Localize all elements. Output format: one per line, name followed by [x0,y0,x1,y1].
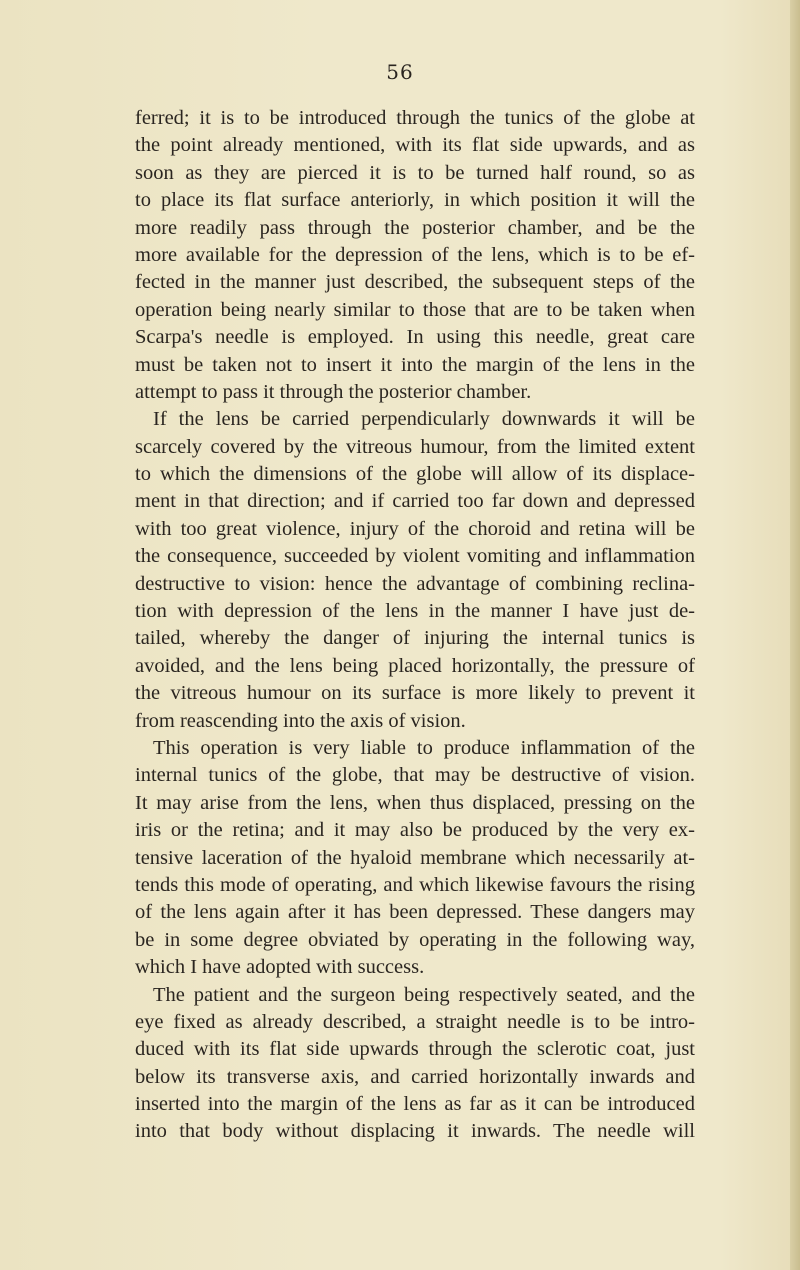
text-line: operation being nearly similar to those that are to be taken when [135,298,695,321]
text-line: the vitreous humour on its surface is more likely to prevent it [135,682,695,705]
text-line: tends this mode of operating, and which likewise favours the rising [135,873,695,896]
text-line: This operation is very liable to produce inflammation of the [153,736,695,759]
text-line: more readily pass through the posterior chamber, and be the [135,216,695,239]
text-line: internal tunics of the globe, that may be destructive of vision. [135,764,695,787]
text-line: more available for the depression of the lens, which is to be ef- [135,243,695,266]
text-line: ment in that direction; and if carried too far down and depressed [135,490,695,513]
text-line: fected in the manner just described, the subsequent steps of the [135,271,695,294]
text-line: Scarpa's needle is employed. In using this needle, great care [135,326,695,349]
text-line: tion with depression of the lens in the manner I have just de- [135,600,695,623]
text-line: eye fixed as already described, a straight needle is to be intro- [135,1010,695,1033]
text-line: be in some degree obviated by operating in the following way, [135,928,695,951]
text-line: into that body without displacing it inwards. The needle will [135,1120,695,1143]
text-line: destructive to vision: hence the advantage of combining reclina- [135,572,695,595]
body-text [135,105,695,1146]
text-line: ferred; it is to be introduced through the tunics of the globe at [135,107,695,129]
text-line: scarcely covered by the vitreous humour, from the limited extent [135,435,695,458]
text-line: iris or the retina; and it may also be produced by the very ex- [135,819,695,842]
text-line: avoided, and the lens being placed horizontally, the pressure of [135,654,695,677]
text-line: to place its flat surface anteriorly, in which position it will the [135,189,695,212]
text-line: the consequence, succeeded by violent vomiting and inflammation [135,545,695,568]
text-line: soon as they are pierced it is to be turned half round, so as [135,161,695,184]
text-line: The patient and the surgeon being respectively seated, and the [153,983,695,1006]
text-line: of the lens again after it has been depressed. These dangers may [135,901,695,924]
text-line: tensive laceration of the hyaloid membrane which necessarily at- [135,846,695,869]
text-line: to which the dimensions of the globe will allow of its displace- [135,463,695,486]
page-number: 56 [386,60,414,84]
text-line: duced with its flat side upwards through the sclerotic coat, just [135,1038,695,1061]
text-line: the point already mentioned, with its flat side upwards, and as [135,134,695,157]
page-edge [790,0,800,1270]
text-line: It may arise from the lens, when thus displaced, pressing on the [135,791,695,814]
text-line: which I have adopted with success. [135,956,425,979]
text-line: If the lens be carried perpendicularly downwards it will be [153,408,695,431]
text-line: below its transverse axis, and carried horizontally inwards and [135,1065,695,1088]
text-line: with too great violence, injury of the choroid and retina will be [135,517,695,540]
text-line: must be taken not to insert it into the margin of the lens in the [135,353,695,376]
text-line: attempt to pass it through the posterior chamber. [135,380,532,403]
text-line: from reascending into the axis of vision. [135,709,466,732]
text-line: inserted into the margin of the lens as far as it can be introduced [135,1093,695,1116]
text-line: tailed, whereby the danger of injuring the internal tunics is [135,627,695,650]
